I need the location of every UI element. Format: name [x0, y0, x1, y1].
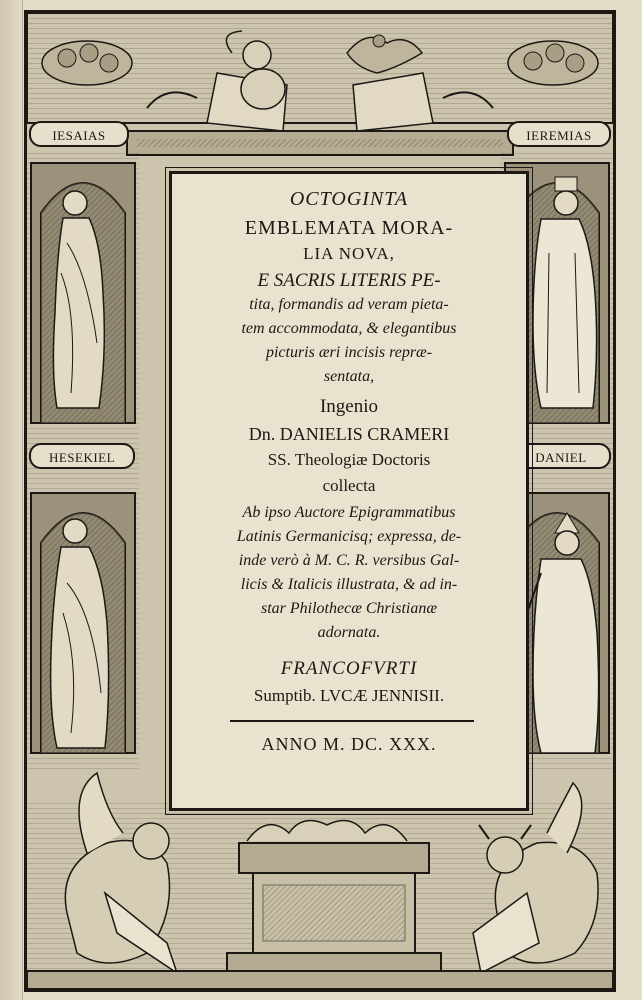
- title-line-3: LIA NOVA,: [303, 244, 395, 263]
- title-line-14: Latinis Germanicisq; expressa, de-: [236, 528, 462, 545]
- author-line: Dn. DANIELIS CRAMERI: [248, 424, 450, 444]
- title-line-17: star Philothecæ Christianæ: [260, 600, 437, 617]
- paper-edge: [0, 0, 23, 1000]
- ezekiel-figure: [63, 519, 87, 543]
- imprint-city: FRANCOFVRTI: [280, 658, 418, 679]
- title-line-12: collecta: [322, 476, 376, 495]
- author-title-line: SS. Theologiæ Doctoris: [267, 450, 431, 469]
- title-line-15: inde verò à M. C. R. versibus Gal-: [238, 552, 460, 569]
- imprint-year: ANNO M. DC. XXX.: [261, 734, 437, 754]
- label-iesaias: IESAIAS: [29, 121, 129, 147]
- title-line-9: Ingenio: [319, 396, 379, 417]
- title-text-panel: [169, 171, 529, 811]
- title-line-18: adornata.: [317, 624, 381, 641]
- label-daniel: DANIEL: [511, 443, 611, 469]
- title-line-6: tem accommodata, & elegantibus: [241, 320, 457, 337]
- isaiah-figure: [63, 191, 87, 215]
- title-line-1: OCTOGINTA: [289, 188, 409, 210]
- title-line-8: sentata,: [323, 368, 375, 385]
- label-ieremias: IEREMIAS: [507, 121, 611, 147]
- title-line-5: tita, formandis ad veram pieta-: [249, 296, 449, 313]
- engraved-frame: [24, 10, 616, 992]
- imprint-rule: [230, 720, 474, 722]
- label-hesekiel: HESEKIEL: [29, 443, 135, 469]
- imprint-publisher: Sumptib. LVCÆ JENNISII.: [253, 686, 445, 705]
- title-line-7: picturis æri incisis repræ-: [265, 344, 433, 361]
- title-line-2: EMBLEMATA MORA-: [244, 217, 454, 239]
- daniel-figure: [555, 531, 579, 555]
- jeremiah-figure: [554, 191, 578, 215]
- title-line-4: E SACRIS LITERIS PE-: [257, 270, 441, 291]
- ark-of-covenant: [239, 843, 429, 873]
- title-line-16: licis & Italicis illustrata, & ad in-: [240, 576, 458, 593]
- top-frieze: [27, 13, 613, 131]
- title-line-13: Ab ipso Auctore Epigrammatibus: [242, 504, 456, 521]
